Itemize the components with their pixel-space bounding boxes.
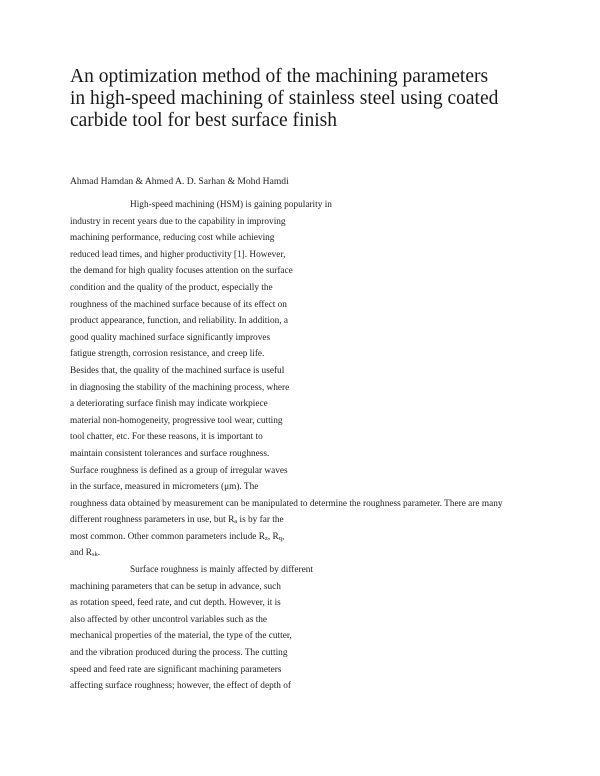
text-line: the demand for high quality focuses attention on the surface	[70, 266, 293, 277]
text-line	[70, 512, 540, 529]
text-fragment: and R	[70, 548, 92, 559]
text-line: in diagnosing the stability of the machining process, where	[70, 382, 290, 393]
text-line: High-speed machining (HSM) is gaining popularity in	[130, 200, 332, 210]
text-line	[70, 529, 540, 546]
subscript: sk	[91, 551, 98, 559]
title-line: An optimization method of the machining parameters	[70, 66, 489, 87]
text-line: speed and feed rate are significant machining parameters	[70, 664, 282, 675]
text-line: Besides that, the quality of the machined surface is useful	[70, 365, 285, 376]
text-line: as rotation speed, feed rate, and cut depth. However, it is	[70, 598, 281, 609]
text-line: machining performance, reducing cost while achieving	[70, 233, 275, 244]
text-fragment: ,	[281, 531, 285, 542]
text-line: industry in recent years due to the capability in improving	[70, 216, 286, 227]
text-line: and the vibration produced during the process. The cutting	[70, 648, 288, 659]
text-line: roughness of the machined surface because of its effect on	[70, 299, 287, 310]
text-line: maintain consistent tolerances and surface roughness.	[70, 448, 270, 459]
author-list: Ahmad Hamdan & Ahmed A. D. Sarhan & Mohd Hamdi	[70, 176, 289, 187]
text-fragment: , R	[267, 531, 279, 542]
text-line: machining parameters that can be setup in advance, such	[70, 581, 281, 592]
text-line: material non-homogeneity, progressive tool wear, cutting	[70, 415, 283, 426]
text-line: condition and the quality of the product, especially the	[70, 282, 273, 293]
text-line: roughness data obtained by measurement can be manipulated to determine the roughness parameter. There are many	[70, 498, 503, 509]
subscript: q	[278, 534, 282, 542]
text-line: Surface roughness is mainly affected by different	[130, 565, 313, 576]
text-line: a deteriorating surface finish may indicate workpiece	[70, 399, 268, 410]
subscript: a	[234, 518, 238, 526]
text-line: good quality machined surface significantly improves	[70, 332, 271, 343]
text-line: Surface roughness is defined as a group of irregular waves	[70, 465, 288, 476]
text-fragment: is by far the	[237, 515, 284, 526]
paper-title	[70, 66, 530, 132]
text-line: reduced lead times, and higher productivity [1]. However,	[70, 249, 286, 260]
text-fragment: different roughness parameters in use, but R	[70, 515, 235, 526]
text-line: tool chatter, etc. For these reasons, it is important to	[70, 432, 263, 443]
text-line: affecting surface roughness; however, the effect of depth of	[70, 681, 292, 692]
text-line: also affected by other uncontrol variables such as the	[70, 614, 268, 625]
body-text	[70, 197, 540, 695]
text-line: mechanical properties of the material, the type of the cutter,	[70, 631, 292, 642]
title-line: in high-speed machining of stainless steel using coated	[70, 88, 499, 109]
text-line: fatigue strength, corrosion resistance, and creep life.	[70, 349, 265, 360]
text-line: product appearance, function, and reliability. In addition, a	[70, 316, 289, 327]
text-fragment: most common. Other common parameters include R	[70, 531, 265, 542]
text-line	[70, 545, 540, 562]
text-line: in the surface, measured in micrometers (μm). The	[70, 482, 259, 493]
title-line: carbide tool for best surface finish	[70, 110, 337, 131]
subscript: z	[264, 534, 268, 542]
text-fragment: .	[97, 548, 101, 559]
